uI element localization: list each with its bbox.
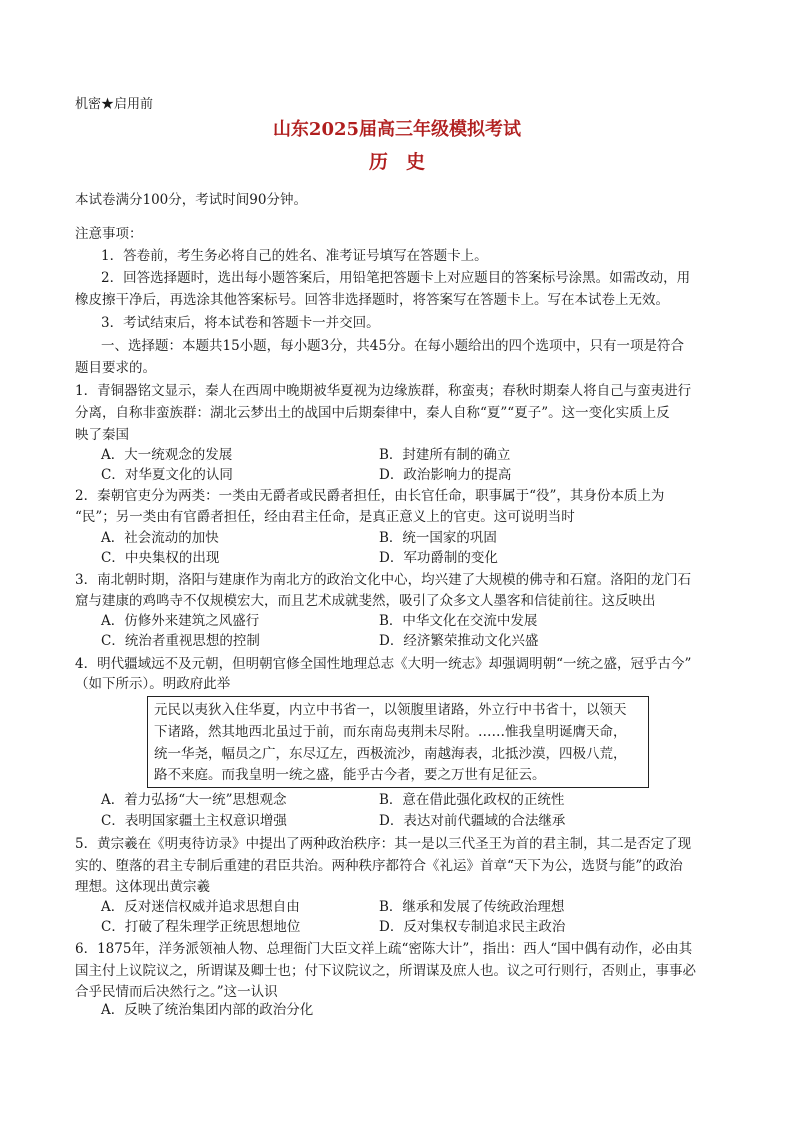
question-4-text: （如下所示）。明政府此举 [75,676,231,692]
note-item-continued: 橡皮擦干净后，再选涂其他答案标号。回答非选择题时，将答案写在答题卡上。写在本试卷上无效。 [75,292,669,308]
note-item: 1．答卷前，考生务必将自己的姓名、准考证号填写在答题卡上。 [101,248,488,264]
question-1-text: 分离，自称非蛮族群：湖北云梦出土的战国中后期秦律中，秦人自称“夏”“夏子”。这一变化实质上反 [75,405,670,421]
question-5-option-c: C．打破了程朱理学正统思想地位 [101,919,301,935]
question-1-option-c: C．对华夏文化的认同 [101,467,233,483]
question-5-option-a: A．反对迷信权威并追求思想自由 [101,899,300,915]
question-5-text: 理想。这体现出黄宗羲 [75,879,210,895]
question-1-option-a: A．大一统观念的发展 [101,447,233,463]
question-6-text: 6．1875年，洋务派领袖人物、总理衙门大臣文祥上疏“密陈大计”，指出：西人“国中偶有动作，必由其 [75,941,693,957]
question-3-option-c: C．统治者重视思想的控制 [101,633,260,649]
notes-title: 注意事项： [75,226,143,242]
question-6-text: 国主付上议院议之，所谓谋及卿士也；付下议院议之，所谓谋及庶人也。议之可行则行，否则止，事事必 [75,963,696,979]
question-1-text: 映了秦国 [75,427,129,443]
quote-line: 下诸路，然其地西北虽过于前，而东南岛夷荆未尽附。……惟我皇明诞膺天命， [154,724,627,740]
subject-title: 历史 [368,151,443,173]
exam-title: 山东2025届高三年级模拟考试 [272,119,522,140]
question-5-option-d: D．反对集权专制追求民主政治 [379,919,566,935]
question-3-text: 3．南北朝时期，洛阳与建康作为南北方的政治文化中心，均兴建了大规模的佛寺和石窟。洛阳的龙门石 [75,572,692,588]
source-quote-box [147,696,649,788]
question-2-option-c: C．中央集权的出现 [101,550,220,566]
question-1-option-b: B．封建所有制的确立 [379,447,511,463]
confidential-label: 机密★启用前 [75,97,154,112]
question-4-option-c: C．表明国家疆土主权意识增强 [101,813,287,829]
question-5-text: 5．黄宗羲在《明夷待访录》中提出了两种政治秩序：其一是以三代圣王为首的君主制，其二是否定了现 [75,836,692,852]
question-6-text: 合乎民情而后决然行之。”这一认识 [75,984,278,1000]
question-4-option-b: B．意在借此强化政权的正统性 [379,792,565,808]
quote-line: 路不来庭。而我皇明一统之盛，能乎古今者，要之万世有足征云。 [154,767,546,783]
question-1-option-d: D．政治影响力的提高 [379,467,512,483]
question-2-text: “民”；另一类由有官爵者担任，经由君主任命，是真正意义上的官吏。这可说明当时 [75,509,575,525]
quote-line: 元民以夷狄入住华夏，内立中书省一，以领腹里诸路，外立行中书省十，以领天 [154,702,627,718]
note-item: 2．回答选择题时，选出每小题答案后，用铅笔把答题卡上对应题目的答案标号涂黑。如需改动，用 [101,270,691,286]
note-item: 3．考试结束后，将本试卷和答题卡一并交回。 [101,315,380,331]
question-5-text: 实的、堕落的君主专制后重建的君臣共治。两种秩序都符合《礼运》首章“天下为公，选贤与能”的政治 [75,858,683,874]
question-4-option-a: A．着力弘扬“大一统”思想观念 [101,792,287,808]
question-3-option-b: B．中华文化在交流中发展 [379,613,538,629]
question-3-option-d: D．经济繁荣推动文化兴盛 [379,633,539,649]
question-4-option-d: D．表达对前代疆域的合法继承 [379,813,566,829]
question-6-option-a: A．反映了统治集团内部的政治分化 [101,1002,314,1018]
question-2-option-a: A．社会流动的加快 [101,530,219,546]
question-3-text: 窟与建康的鸡鸣寺不仅规模宏大，而且艺术成就斐然，吸引了众多文人墨客和信徒前往。这反映出 [75,593,656,609]
question-2-text: 2．秦朝官吏分为两类：一类由无爵者或民爵者担任，由长官任命，职事属于“役”，其身份本质上为 [75,488,665,504]
section-heading-continued: 题目要求的。 [75,360,156,376]
question-1-text: 1．青铜器铭文显示，秦人在西周中晚期被华夏视为边缘族群，称蛮夷；春秋时期秦人将自己与蛮夷进行 [75,383,692,399]
section-heading: 一、选择题：本题共15小题，每小题3分，共45分。在每小题给出的四个选项中，只有一项是符合 [101,338,684,354]
question-3-option-a: A．仿修外来建筑之风盛行 [101,613,260,629]
question-2-option-b: B．统一国家的巩固 [379,530,497,546]
quote-line: 统一华尧，幅员之广，东尽辽左，西极流沙，南越海表，北抵沙漠，四极八荒， [154,746,627,762]
question-4-text: 4．明代疆域远不及元朝，但明朝官修全国性地理总志《大明一统志》却强调明朝“一统之盛，冠乎古今” [75,656,692,672]
score-time-note: 本试卷满分100分，考试时间90分钟。 [75,192,307,208]
question-5-option-b: B．继承和发展了传统政治理想 [379,899,565,915]
question-2-option-d: D．军功爵制的变化 [379,550,498,566]
